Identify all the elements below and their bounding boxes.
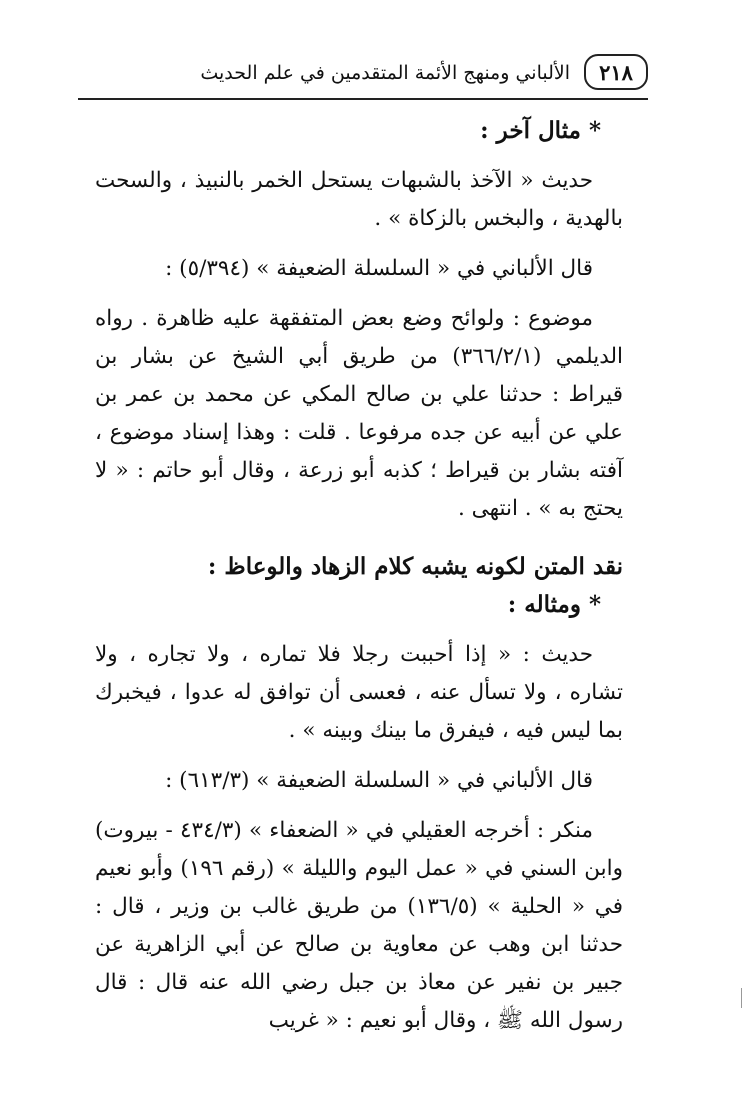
example-heading: * مثال آخر : xyxy=(480,117,601,144)
header-rule xyxy=(78,98,648,100)
running-header xyxy=(78,48,648,100)
albani-text-2: منكر : أخرجه العقيلي في « الضعفاء » (٤٣٤/٣ - بيروت) وابن السني في « عمل اليوم والليلة » (رقم ١٩٦) وأبو نعيم في « الحلية » (١٣٦/٥) من طريق غالب بن وزير ، قال : حدثنا ابن وهب عن معاوية بن صالح عن أبي الزاهرية عن جبير بن نفير عن معاذ بن جبل رضي الله عنه قال : قال رسول الله ﷺ ، وقال أبو نعيم : « غريب xyxy=(95,818,623,1033)
example-2-heading: * ومثاله : xyxy=(507,591,601,618)
page-number: ٢١٨ xyxy=(584,54,648,90)
albani-reference-1: قال الألباني في « السلسلة الضعيفة » (٥/٣٩٤) : xyxy=(165,256,593,281)
scan-edge-mark xyxy=(741,988,742,1008)
albani-text-1: موضوع : ولوائح وضع بعض المتفقهة عليه ظاهرة . رواه الديلمي (٣٦٦/٢/١) من طريق أبي الشيخ عن بشار بن قيراط : حدثنا علي بن صالح المكي عن محمد بن عمر بن علي عن أبيه عن جده مرفوعا . قلت : وهذا إسناد موضوع ، آفته بشار بن قيراط ؛ كذبه أبو زرعة ، وقال أبو حاتم : « لا يحتج به » . انتهى . xyxy=(95,306,624,521)
hadith-paragraph-1: حديث « الآخذ بالشبهات يستحل الخمر بالنبيذ ، والسحت بالهدية ، والبخس بالزكاة » . xyxy=(95,168,623,231)
body-text xyxy=(95,112,623,1040)
albani-reference-2: قال الألباني في « السلسلة الضعيفة » (٦١٣/٣) : xyxy=(165,768,593,793)
running-title: الألباني ومنهج الأئمة المتقدمين في علم الحديث xyxy=(200,62,570,84)
hadith-paragraph-2: حديث : « إذا أحببت رجلا فلا تماره ، ولا تجاره ، ولا تشاره ، ولا تسأل عنه ، فعسى أن توافق له عدوا ، فيخبرك بما ليس فيه ، فيفرق ما بينك وبينه » . xyxy=(95,642,623,743)
section-heading: نقد المتن لكونه يشبه كلام الزهاد والوعاظ : xyxy=(207,553,623,580)
